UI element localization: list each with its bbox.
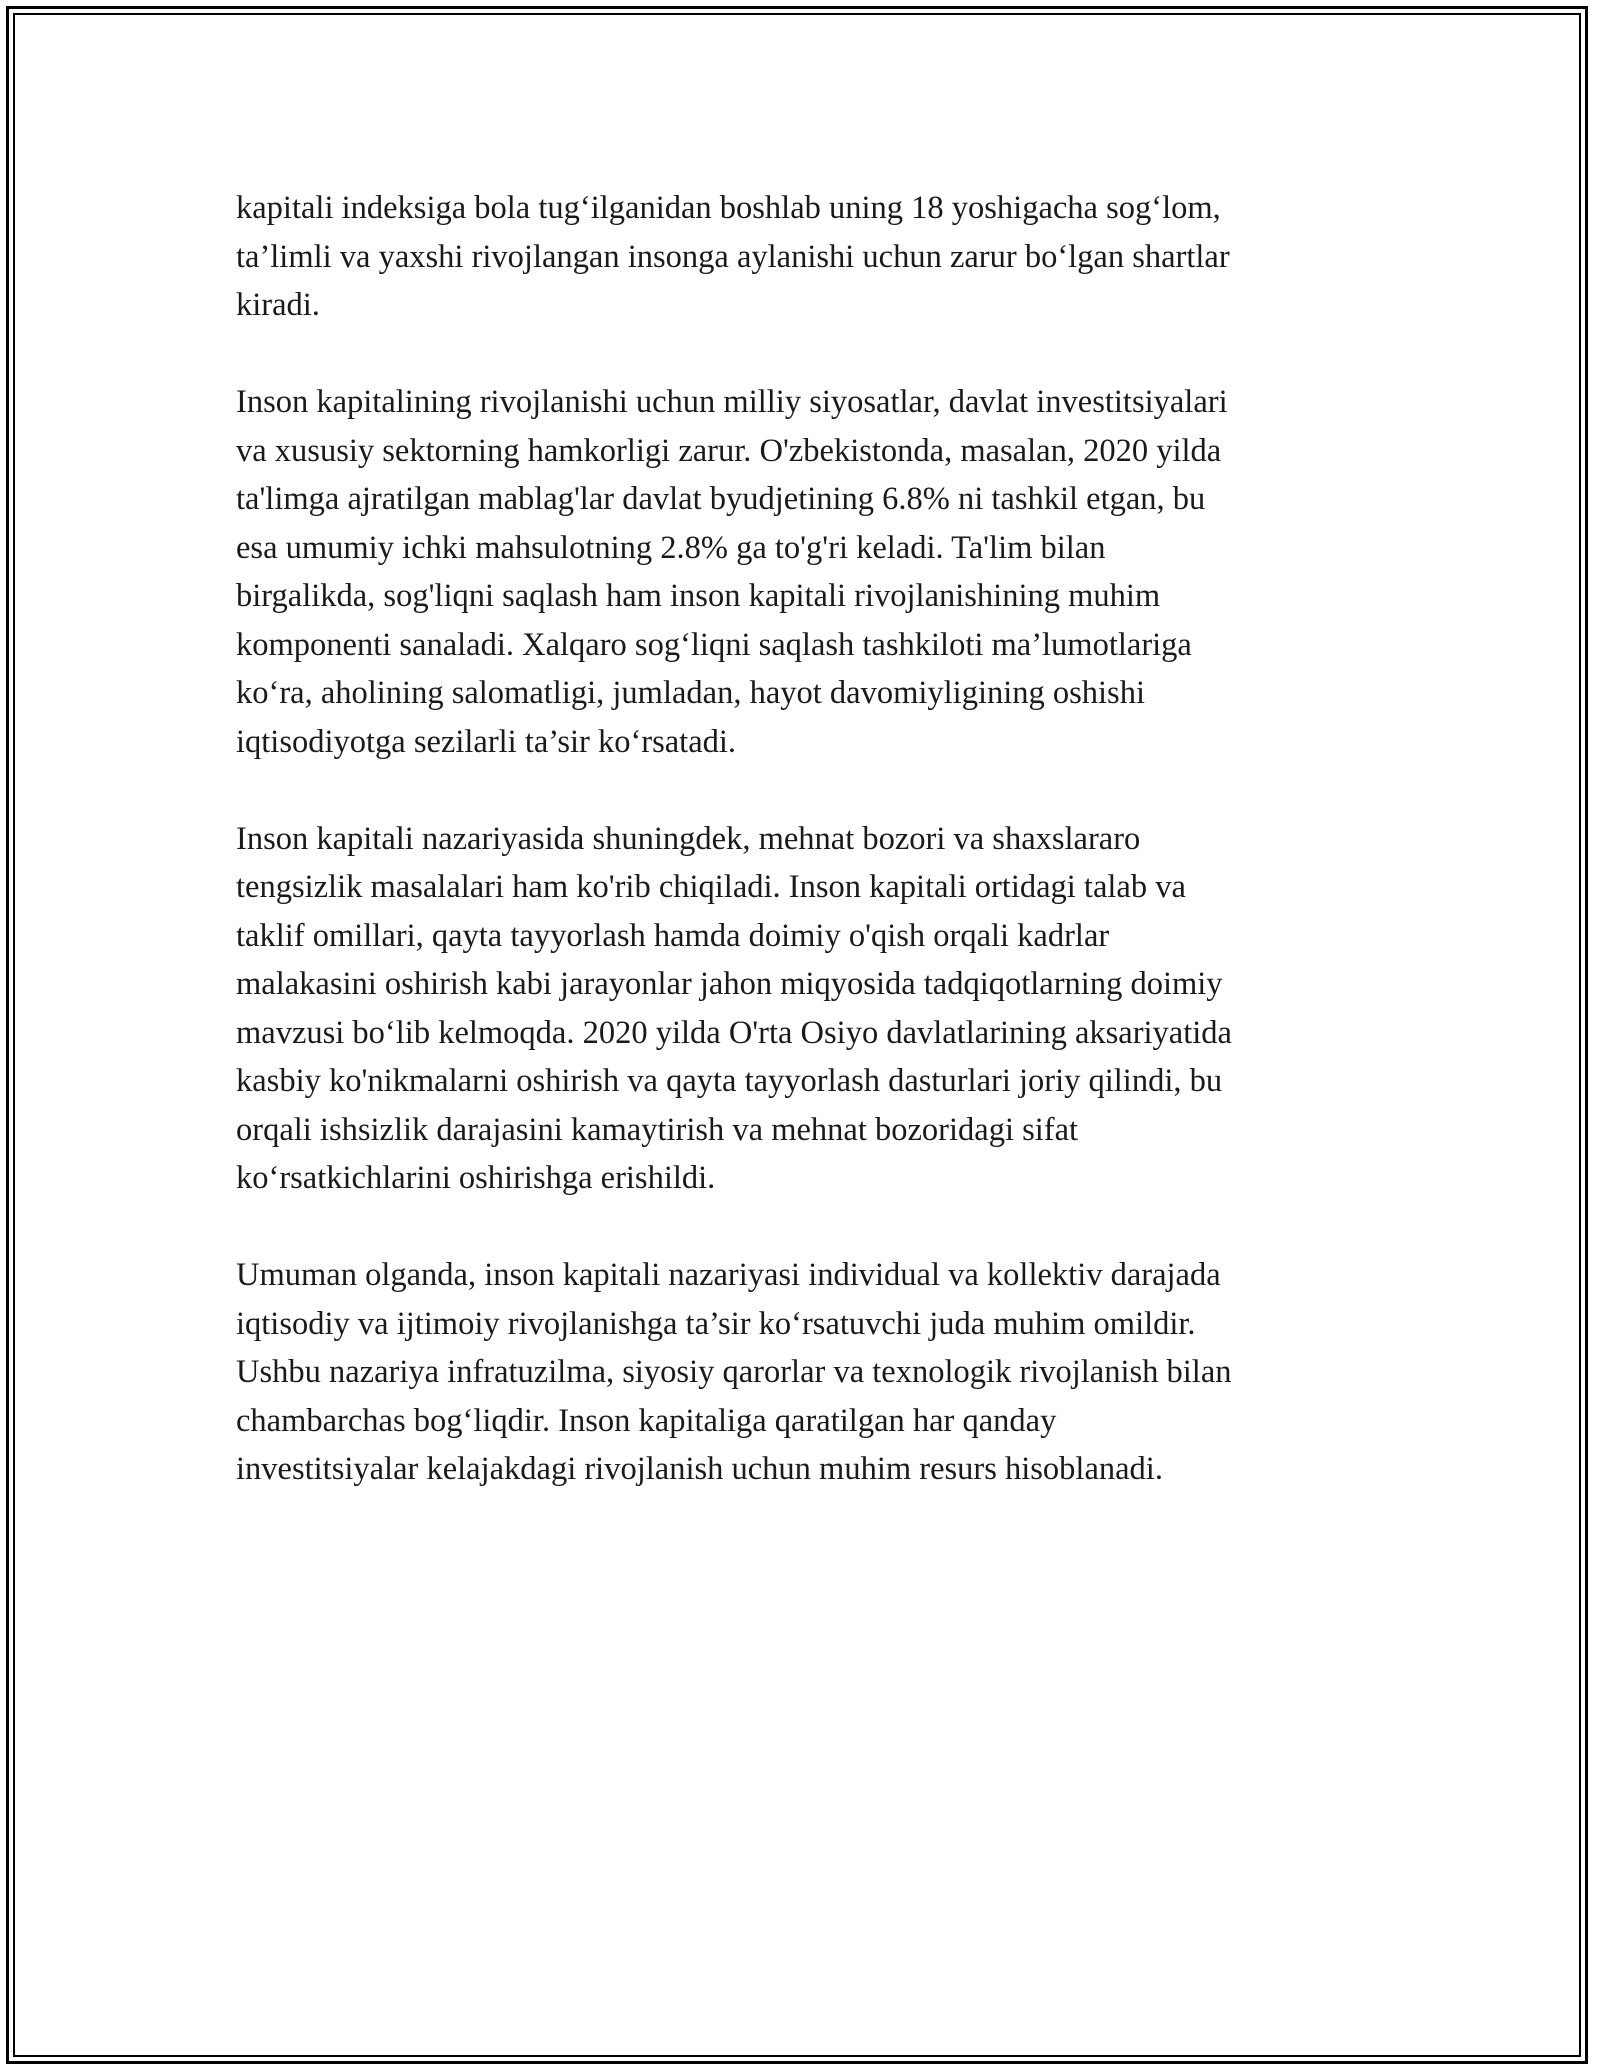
text-line: mavzusi bo‘lib kelmoqda. 2020 yilda O'rta Osiyo davlatlarining aksariyatida [236, 1014, 1232, 1051]
text-line: iqtisodiyotga sezilarli ta’sir ko‘rsatadi. [236, 723, 737, 760]
paragraph-4 [236, 1251, 1396, 1494]
text-line: esa umumiy ichki mahsulotning 2.8% ga to'g'ri keladi. Ta'lim bilan [236, 529, 1106, 566]
paragraph-3 [236, 815, 1396, 1203]
text-line: kiradi. [236, 287, 320, 323]
text-line: orqali ishsizlik darajasini kamaytirish va mehnat bozoridagi sifat [236, 1111, 1079, 1148]
text-line: ko‘ra, aholining salomatligi, jumladan, hayot davomiyligining oshishi [236, 675, 1145, 711]
text-line: taklif omillari, qayta tayyorlash hamda doimiy o'qish orqali kadrlar [236, 917, 1110, 954]
text-line: Umuman olganda, inson kapitali nazariyasi individual va kollektiv darajada [236, 1257, 1221, 1293]
text-line: ta'limga ajratilgan mablag'lar davlat byudjetining 6.8% ni tashkil etgan, bu [236, 481, 1206, 517]
text-line: Ushbu nazariya infratuzilma, siyosiy qarorlar va texnologik rivojlanish bilan [236, 1354, 1232, 1390]
text-line: malakasini oshirish kabi jarayonlar jahon miqyosida tadqiqotlarning doimiy [236, 966, 1223, 1002]
text-line: Inson kapitalining rivojlanishi uchun milliy siyosatlar, davlat investitsiyalari [236, 384, 1228, 420]
text-line: investitsiyalar kelajakdagi rivojlanish uchun muhim resurs hisoblanadi. [236, 1451, 1163, 1487]
text-line: chambarchas bog‘liqdir. Inson kapitaliga qaratilgan har qanday [236, 1402, 1057, 1439]
paragraph-1 [236, 184, 1396, 330]
text-line: kapitali indeksiga bola tug‘ilganidan boshlab uning 18 yoshigacha sog‘lom, [236, 190, 1221, 226]
text-line: va xususiy sektorning hamkorligi zarur. O'zbekistonda, masalan, 2020 yilda [236, 432, 1222, 469]
text-line: birgalikda, sog'liqni saqlash ham inson kapitali rivojlanishining muhim [236, 578, 1161, 614]
text-line: komponenti sanaladi. Xalqaro sog‘liqni saqlash tashkiloti ma’lumotlariga [236, 626, 1192, 663]
paragraph-2 [236, 378, 1396, 766]
text-line: tengsizlik masalalari ham ko'rib chiqiladi. Inson kapitali ortidagi talab va [236, 869, 1186, 905]
document-body [236, 184, 1396, 1542]
text-line: ta’limli va yaxshi rivojlangan insonga aylanishi uchun zarur bo‘lgan shartlar [236, 238, 1230, 275]
text-line: Inson kapitali nazariyasida shuningdek, mehnat bozori va shaxslararo [236, 820, 1141, 857]
text-line: kasbiy ko'nikmalarni oshirish va qayta tayyorlash dasturlari joriy qilindi, bu [236, 1063, 1223, 1099]
text-line: ko‘rsatkichlarini oshirishga erishildi. [236, 1160, 716, 1196]
text-line: iqtisodiy va ijtimoiy rivojlanishga ta’sir ko‘rsatuvchi juda muhim omildir. [236, 1305, 1196, 1342]
